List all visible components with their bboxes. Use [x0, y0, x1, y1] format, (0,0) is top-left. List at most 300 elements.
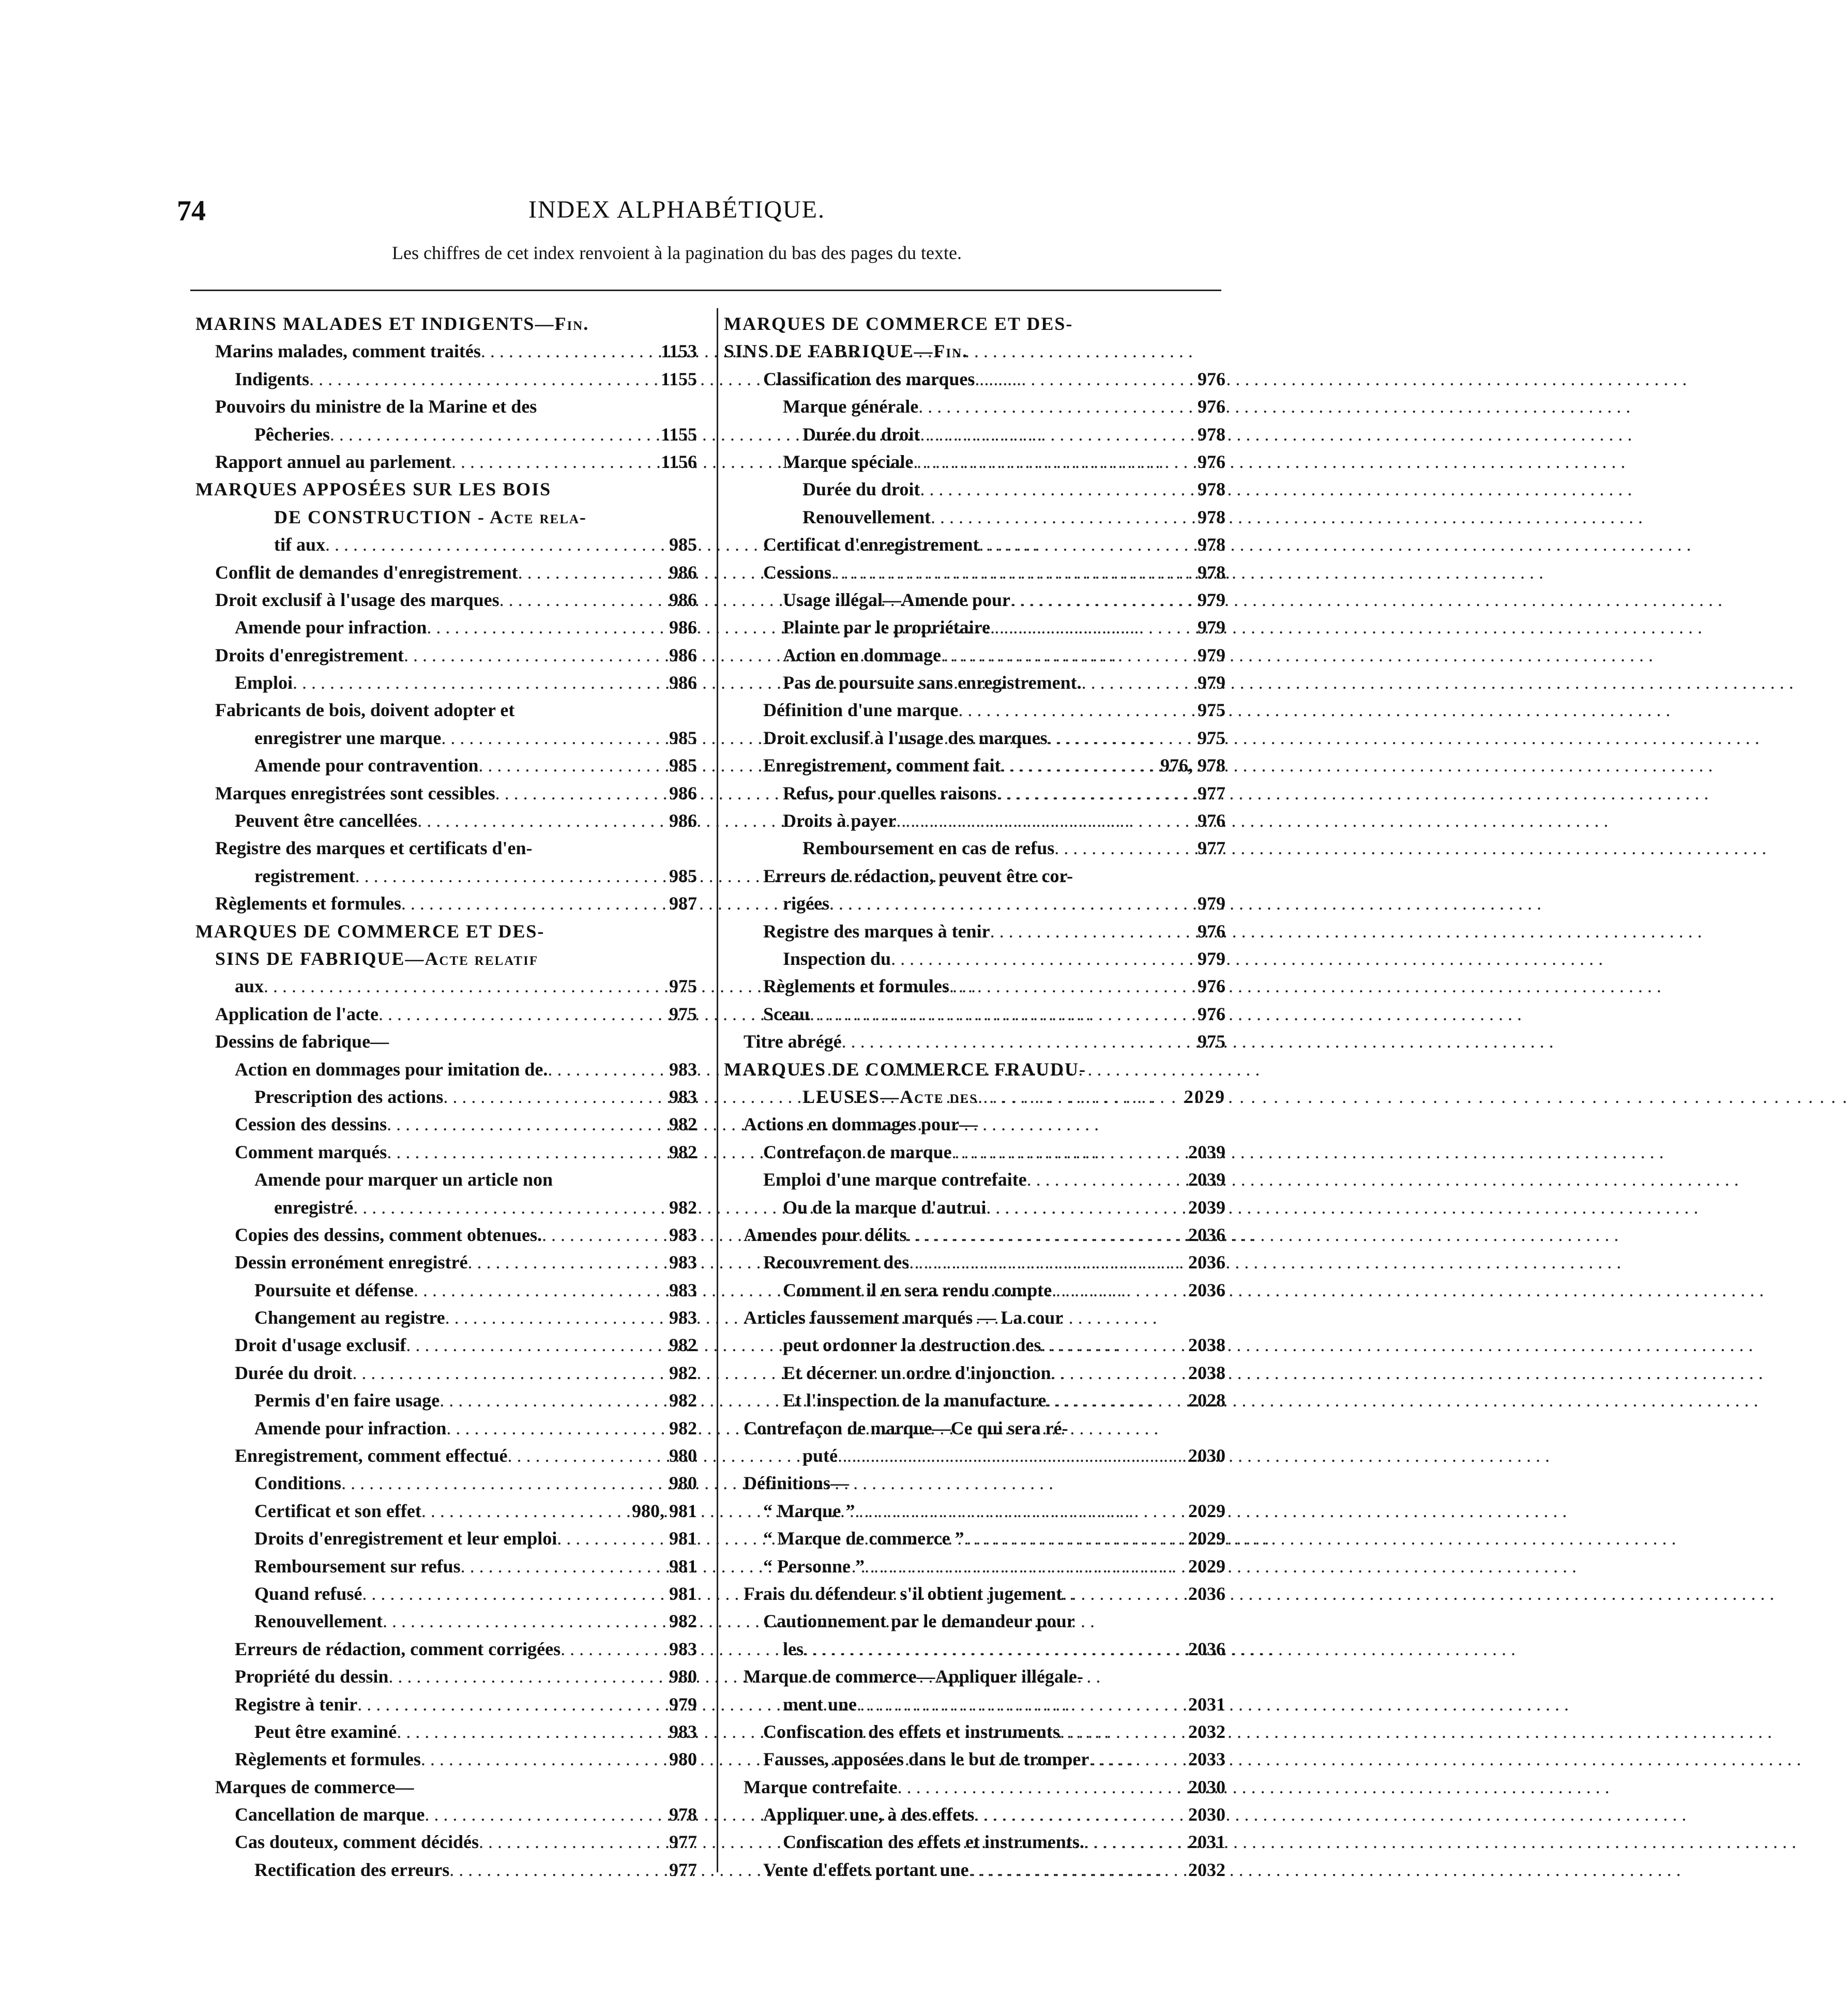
page-reference: 2039 [1188, 1141, 1225, 1162]
dot-leader [478, 752, 662, 779]
index-entry [724, 366, 1225, 393]
index-entry [195, 531, 697, 558]
dot-leader [445, 1304, 662, 1331]
page-reference: 977 [1198, 782, 1225, 804]
page-reference: 986 [669, 589, 697, 610]
page-reference: 1155 [660, 368, 697, 389]
dot-leader [996, 780, 1190, 807]
index-entry [195, 945, 697, 973]
dot-leader [387, 1139, 662, 1166]
index-entry [195, 918, 697, 945]
index-entry [195, 1194, 697, 1221]
page-reference: 2029 [1184, 1086, 1225, 1107]
page-reference: 978 [1198, 562, 1225, 583]
index-entry [195, 1718, 697, 1746]
entry-text: Titre abrégé [744, 1031, 842, 1052]
index-entry [195, 1608, 697, 1635]
entry-text: Remboursement sur refus [254, 1555, 461, 1577]
dot-leader [404, 642, 662, 669]
entry-text: Amendes pour délits [744, 1224, 907, 1245]
dot-leader [896, 807, 1190, 835]
entry-text: LEUSES—Acte des [802, 1086, 978, 1107]
entry-text: Cas douteux, comment décidés [235, 1831, 479, 1853]
page-reference: 983 [669, 1224, 697, 1245]
index-entry [724, 1828, 1225, 1856]
page-reference: 982 [669, 1114, 697, 1135]
index-entry [724, 1470, 1225, 1497]
entry-text: Emploi d'une marque contrefaite [763, 1169, 1027, 1190]
dot-leader [293, 669, 662, 697]
page-reference: 980, 981 [632, 1500, 697, 1521]
dot-leader [990, 918, 1190, 945]
page-reference: 2032 [1188, 1859, 1225, 1880]
index-entry [195, 642, 697, 669]
page-reference: 2038 [1188, 1362, 1225, 1383]
dot-leader [857, 1691, 1184, 1718]
index-entry [724, 1359, 1225, 1387]
dot-leader [479, 1828, 662, 1856]
index-entry [724, 421, 1225, 448]
page-reference: 982 [669, 1197, 697, 1218]
page-reference: 2033 [1188, 1749, 1225, 1770]
index-entry [724, 1580, 1225, 1608]
entry-text: Pas de poursuite sans enregistrement. [783, 672, 1082, 693]
index-entry [195, 1277, 697, 1304]
page-reference: 2038 [1188, 1335, 1225, 1356]
header-rule [190, 290, 1221, 291]
dot-leader [920, 421, 1190, 448]
page-number: 74 [177, 195, 206, 227]
entry-text: Marins malades, comment traités [215, 341, 481, 362]
page-reference: 986 [669, 562, 697, 583]
entry-text: Amende pour contravention [254, 755, 479, 776]
entry-text: enregistrer une marque [254, 727, 442, 748]
index-entry [195, 1636, 697, 1663]
index-entry [724, 1111, 1225, 1138]
entry-text: peut ordonner la destruction des [783, 1335, 1041, 1356]
dot-leader [495, 780, 662, 807]
index-entry [195, 1580, 697, 1608]
page-reference: 2028 [1188, 1390, 1225, 1411]
page-reference: 980 [669, 1749, 697, 1770]
dot-leader [406, 1331, 662, 1359]
index-entry [195, 1442, 697, 1470]
index-entry [724, 1525, 1225, 1552]
dot-leader [906, 1221, 1184, 1249]
entry-text: Droits d'enregistrement [215, 644, 404, 665]
index-entry [724, 1663, 1225, 1690]
index-entry [195, 1828, 697, 1856]
page-reference: 986 [669, 672, 697, 693]
index-entry [195, 476, 697, 503]
index-entry [195, 1525, 697, 1552]
entry-text: Définitions— [744, 1473, 850, 1494]
index-entry [195, 724, 697, 752]
entry-text: Fausses, apposées dans le but de tromper [763, 1749, 1089, 1770]
index-entry [195, 504, 697, 531]
page-reference: 982 [669, 1611, 697, 1632]
entry-text: Registre des marques à tenir [763, 920, 990, 942]
dot-leader [952, 1139, 1184, 1166]
entry-text: Copies des dessins, comment obtenues. [235, 1224, 542, 1245]
entry-text: Dessins de fabrique— [215, 1031, 389, 1052]
dot-leader [1062, 1580, 1184, 1608]
page-reference: 982 [669, 1362, 697, 1383]
index-entry [195, 559, 697, 586]
dot-leader [507, 1442, 662, 1470]
dot-leader [309, 366, 657, 393]
index-entry [724, 476, 1225, 503]
dot-leader [451, 448, 657, 476]
entry-text: Erreurs de rédaction, comment corrigées [235, 1638, 561, 1659]
index-entry [195, 1746, 697, 1773]
index-entry [195, 338, 697, 365]
entry-text: Règlements et formules [215, 893, 401, 914]
page-reference: 977 [669, 1831, 697, 1853]
index-entry [724, 945, 1225, 973]
page-reference: 982 [669, 1417, 697, 1439]
dot-leader [838, 1442, 1184, 1470]
dot-leader [341, 1470, 662, 1497]
index-entry [724, 752, 1225, 779]
page-reference: 2029 [1188, 1528, 1225, 1549]
page-reference: 980 [669, 1473, 697, 1494]
entry-text: Certificat et son effet [254, 1500, 421, 1521]
page-reference: 2031 [1188, 1831, 1225, 1853]
entry-text: Amende pour infraction [254, 1417, 447, 1439]
page-reference: 1156 [660, 451, 697, 472]
dot-leader [330, 421, 657, 448]
page-reference: 978 [1198, 479, 1225, 500]
dot-leader [353, 1194, 662, 1221]
page-reference: 979 [1198, 948, 1225, 969]
entry-text: Appliquer une, à des effets [763, 1804, 975, 1825]
dot-leader [1041, 1331, 1184, 1359]
entry-text: MARINS MALADES ET INDIGENTS—Fin. [195, 313, 589, 334]
index-entry [195, 1415, 697, 1442]
index-entry [724, 393, 1225, 420]
entry-text: Prescription des actions [254, 1086, 444, 1107]
index-entry [195, 1774, 697, 1801]
page-reference: 977 [669, 1859, 697, 1880]
entry-text: Droits à payer [783, 810, 897, 831]
entry-text: Renouvellement [254, 1611, 383, 1632]
entry-text: “ Personne ” [763, 1555, 865, 1577]
dot-leader [969, 1856, 1184, 1884]
index-entry [724, 1774, 1225, 1801]
dot-leader [891, 945, 1190, 973]
entry-text: Cancellation de marque [235, 1804, 425, 1825]
dot-leader [518, 559, 662, 586]
entry-text: Emploi [235, 672, 293, 693]
entry-text: Vente d'effets portant une [763, 1859, 969, 1880]
index-entry [195, 366, 697, 393]
entry-text: Contrefaçon de marque [763, 1141, 952, 1162]
entry-text: Permis d'en faire usage [254, 1390, 440, 1411]
left-column [195, 310, 697, 1884]
dot-leader [352, 1359, 662, 1387]
index-entry [195, 807, 697, 835]
page-reference: 2029 [1188, 1500, 1225, 1521]
index-entry [195, 1083, 697, 1111]
index-entry [724, 531, 1225, 558]
index-entry [724, 973, 1225, 1000]
page-reference: 979 [1198, 589, 1225, 610]
dot-leader [397, 1718, 662, 1746]
index-entry [724, 1331, 1225, 1359]
index-entry [195, 614, 697, 641]
dot-leader [427, 614, 662, 641]
dot-leader [264, 973, 662, 1000]
dot-leader [1010, 586, 1190, 614]
dot-leader [357, 1691, 662, 1718]
page-reference: 982 [669, 1335, 697, 1356]
page-reference: 975 [1198, 727, 1225, 748]
index-entry [724, 724, 1225, 752]
index-entry [724, 1608, 1225, 1635]
index-entry [724, 918, 1225, 945]
entry-text: Poursuite et défense [254, 1279, 414, 1300]
dot-leader [362, 1580, 662, 1608]
dot-leader [986, 1194, 1184, 1221]
dot-leader [949, 973, 1190, 1000]
dot-leader [557, 1525, 662, 1552]
index-entry [195, 1553, 697, 1580]
page-reference: 986 [669, 782, 697, 804]
page-reference: 2036 [1188, 1583, 1225, 1604]
entry-text: Remboursement en cas de refus [802, 838, 1055, 859]
entry-text: Durée du droit [802, 479, 920, 500]
page-reference: 976 [1198, 976, 1225, 997]
page-reference: 976 [1198, 396, 1225, 417]
dot-leader [918, 393, 1190, 420]
entry-text: Et l'inspection de la manufacture [783, 1390, 1047, 1411]
dot-leader [421, 1497, 628, 1525]
index-entry [195, 1691, 697, 1718]
entry-text: Enregistrement, comment fait [763, 755, 1001, 776]
entry-text: Conflit de demandes d'enregistrement [215, 562, 518, 583]
page-reference: 983 [669, 1058, 697, 1080]
index-entry [724, 559, 1225, 586]
page-reference: 981 [669, 1583, 697, 1604]
entry-text: rigées [783, 893, 829, 914]
entry-text: Cessions [763, 562, 832, 583]
entry-text: “ Marque ” [763, 1500, 855, 1521]
index-entry [195, 1111, 697, 1138]
dot-leader [1060, 1718, 1184, 1746]
dot-leader [810, 1001, 1190, 1028]
page-reference: 978 [1198, 534, 1225, 555]
entry-text: MARQUES DE COMMERCE ET DES- [195, 920, 545, 942]
page-reference: 2032 [1188, 1721, 1225, 1742]
page-reference: 976 [1198, 920, 1225, 942]
index-entry [195, 310, 697, 338]
entry-text: Marque contrefaite [744, 1776, 898, 1797]
dot-leader [990, 614, 1190, 641]
index-entry [195, 448, 697, 476]
page-reference: 976 [1198, 1003, 1225, 1024]
entry-text: Actions en dommages pour— [744, 1114, 978, 1135]
page-reference: 975 [669, 1003, 697, 1024]
index-entry [724, 586, 1225, 614]
entry-text: Action en dommage [783, 644, 941, 665]
entry-text: Marque générale [783, 396, 919, 417]
dot-leader [842, 1028, 1190, 1055]
entry-text: Durée du droit [235, 1362, 353, 1383]
dot-leader [1001, 752, 1156, 779]
index-entry [724, 780, 1225, 807]
page-reference: 975 [1198, 1031, 1225, 1052]
page-reference: 976 [1198, 368, 1225, 389]
index-entry [724, 1056, 1225, 1083]
index-entry [724, 1028, 1225, 1055]
entry-text: SINS DE FABRIQUE—Acte relatif [215, 948, 539, 969]
index-entry [724, 1277, 1225, 1304]
entry-text: Enregistrement, comment effectué [235, 1445, 508, 1466]
entry-text: Règlements et formules [763, 976, 949, 997]
index-entry [724, 1746, 1225, 1773]
entry-text: puté [802, 1445, 838, 1466]
index-entry [724, 1387, 1225, 1414]
entry-text: DE CONSTRUCTION - Acte rela- [274, 506, 587, 527]
entry-text: Durée du droit [802, 423, 920, 445]
page-reference: 976 [1198, 810, 1225, 831]
page-reference: 983 [669, 1252, 697, 1273]
page-reference: 985 [669, 865, 697, 886]
index-entry [724, 1001, 1225, 1028]
page-reference: 976, 978 [1160, 755, 1225, 776]
page-reference: 2030 [1188, 1445, 1225, 1466]
entry-text: Frais du défendeur s'il obtient jugement [744, 1583, 1063, 1604]
entry-text: Propriété du dessin [235, 1666, 389, 1687]
dot-leader [1084, 1828, 1184, 1856]
page-reference: 2031 [1188, 1693, 1225, 1715]
page-reference: 2030 [1188, 1776, 1225, 1797]
entry-text: ment une [783, 1693, 857, 1715]
index-entry [195, 1249, 697, 1276]
dot-leader [425, 1801, 662, 1828]
page-reference: 2029 [1188, 1555, 1225, 1577]
dot-leader [401, 890, 662, 917]
entry-text: Et décerner un ordre d'injonction [783, 1362, 1051, 1383]
page-reference: 983 [669, 1086, 697, 1107]
entry-text: Marques enregistrées sont cessibles [215, 782, 495, 804]
page-reference: 981 [669, 1528, 697, 1549]
page-reference: 977 [1198, 838, 1225, 859]
entry-text: Amende pour marquer un article non [254, 1169, 553, 1190]
entry-text: Rapport annuel au parlement [215, 451, 452, 472]
entry-text: Peuvent être cancellées [235, 810, 418, 831]
entry-text: Marque spéciale [783, 451, 914, 472]
index-entry [724, 448, 1225, 476]
entry-text: Registre des marques et certificats d'en- [215, 838, 533, 859]
dot-leader [378, 1001, 662, 1028]
dot-leader [958, 697, 1190, 724]
page-reference: 985 [669, 727, 697, 748]
entry-text: Ou de la marque d'autrui [783, 1197, 987, 1218]
index-entry [724, 1194, 1225, 1221]
page-reference: 1155 [660, 423, 697, 445]
entry-text: “ Marque de commerce ” [763, 1528, 964, 1549]
index-entry [195, 1470, 697, 1497]
entry-text: Droits d'enregistrement et leur emploi [254, 1528, 557, 1549]
entry-text: Indigents [235, 368, 310, 389]
dot-leader [804, 1636, 1184, 1663]
index-entry [724, 697, 1225, 724]
index-entry [724, 1139, 1225, 1166]
entry-text: Cession des dessins [235, 1114, 387, 1135]
page-reference: 979 [669, 1693, 697, 1715]
dot-leader [1051, 1359, 1184, 1387]
page-reference: 983 [669, 1279, 697, 1300]
entry-text: MARQUES APPOSÉES SUR LES BOIS [195, 479, 552, 500]
index-entry [724, 1497, 1225, 1525]
page-reference: 985 [669, 534, 697, 555]
entry-text: Comment il en sera rendu compte [783, 1279, 1052, 1300]
dot-leader [388, 1663, 662, 1690]
index-entry [724, 1691, 1225, 1718]
page-reference: 981 [669, 1555, 697, 1577]
index-entry [195, 1304, 697, 1331]
page-reference: 987 [669, 893, 697, 914]
entry-text: Cautionnement par le demandeur pour [763, 1611, 1075, 1632]
dot-leader [909, 1249, 1184, 1276]
index-entry [195, 1856, 697, 1884]
page-reference: 2036 [1188, 1224, 1225, 1245]
entry-text: Usage illégal—Amende pour [783, 589, 1010, 610]
index-entry [724, 1166, 1225, 1193]
entry-text: Classification des marques [763, 368, 975, 389]
index-entry [724, 835, 1225, 862]
dot-leader [421, 1746, 662, 1773]
dot-leader [414, 1277, 662, 1304]
dot-leader [446, 1415, 662, 1442]
page-reference: 983 [669, 1307, 697, 1328]
entry-text: Registre à tenir [235, 1693, 358, 1715]
entry-text: Marque de commerce—Appliquer illégale- [744, 1666, 1083, 1687]
entry-text: Confiscation des effets et instruments [763, 1721, 1060, 1742]
index-entry [724, 1718, 1225, 1746]
index-entry [195, 586, 697, 614]
entry-text: Certificat d'enregistrement [763, 534, 979, 555]
dot-leader [417, 807, 662, 835]
page-reference: 1153 [660, 341, 697, 362]
dot-leader [355, 862, 662, 890]
page-reference: 986 [669, 644, 697, 665]
dot-leader [1082, 669, 1190, 697]
dot-leader [481, 338, 657, 365]
page-reference: 2039 [1188, 1169, 1225, 1190]
index-entry [195, 1139, 697, 1166]
entry-text: aux [235, 976, 264, 997]
page-title: INDEX ALPHABÉTIQUE. [528, 196, 825, 223]
dot-leader [898, 1774, 1184, 1801]
dot-leader [387, 1111, 662, 1138]
index-entry [195, 1056, 697, 1083]
index-entry [195, 669, 697, 697]
dot-leader [468, 1249, 662, 1276]
entry-text: Recouvrement des [763, 1252, 910, 1273]
dot-leader [548, 1056, 662, 1083]
index-entry [724, 310, 1225, 338]
dot-leader [1048, 724, 1190, 752]
entry-text: Rectification des erreurs [254, 1859, 450, 1880]
index-entry [724, 1442, 1225, 1470]
dot-leader [1089, 1746, 1184, 1773]
entry-text: tif aux [274, 534, 325, 555]
entry-text: MARQUES DE COMMERCE ET DES- [724, 313, 1073, 334]
index-entry [195, 752, 697, 779]
